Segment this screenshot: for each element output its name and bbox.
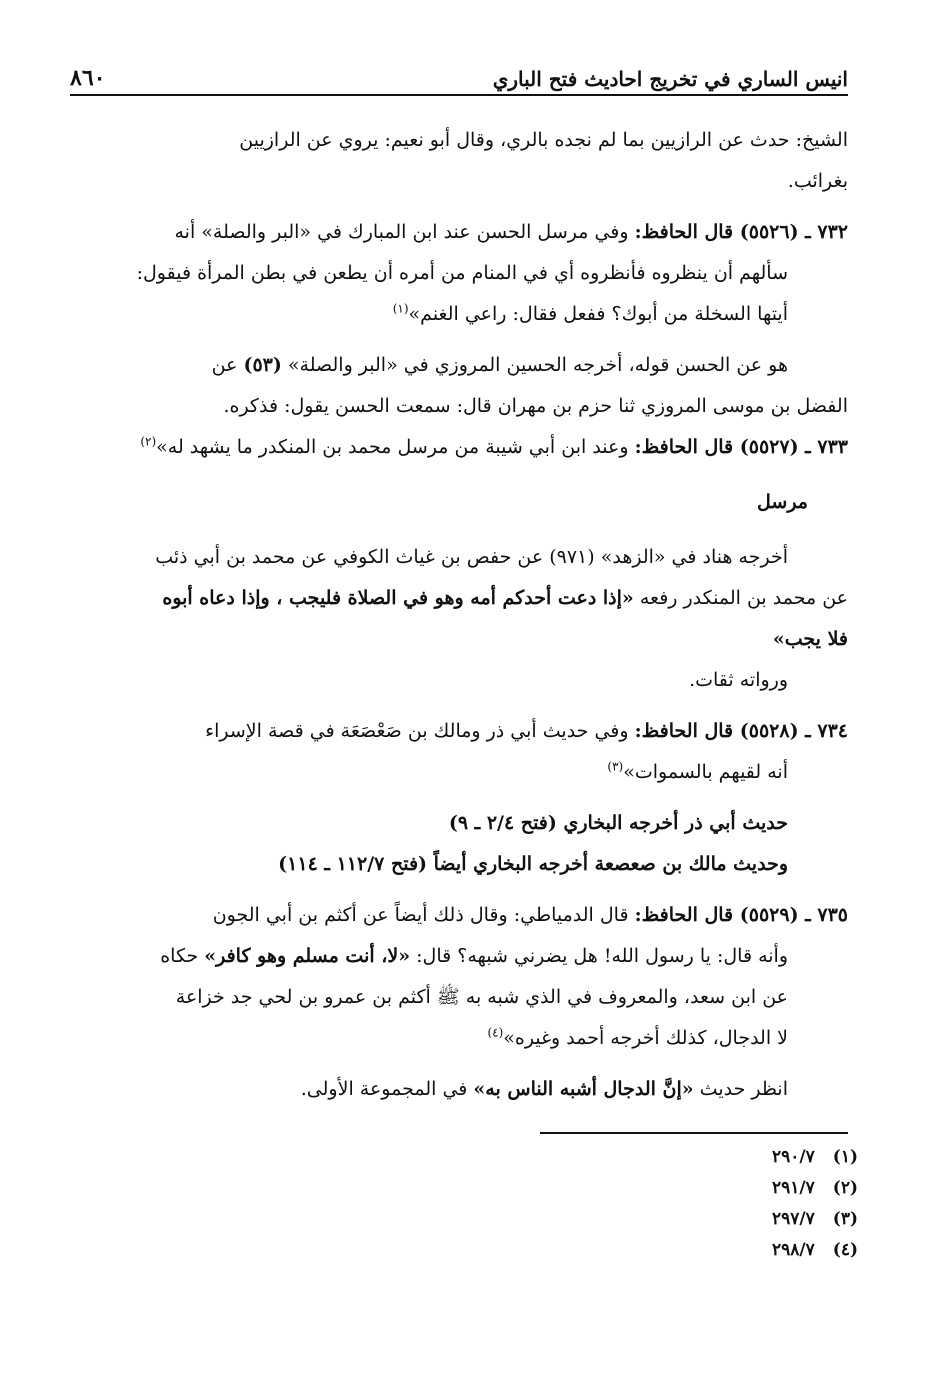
section-label: مرسل [757,491,808,513]
footnote-item [772,1204,858,1235]
commentary-line: وحديث مالك بن صعصعة أخرجه البخاري أيضاً (فتح ١١٢/٧ ـ ١١٤) [278,853,788,875]
entry-quote-line: عن ابن سعد، والمعروف في الذي شبه به ﷺ أكثم بن عمرو بن لحي جد خزاعة [175,986,788,1008]
intro-line: بغرائب. [787,170,848,192]
entry-quote: أنه لقيهم بالسموات» [623,761,788,783]
commentary-line [78,578,848,619]
entry-quote: قال الدمياطي: وقال ذلك أيضاً عن أكثم بن أبي الجون [212,904,629,926]
footnote-mark: (٣) [607,759,624,774]
footnote-mark: (١) [392,301,409,316]
entry-number: ٧٣٥ ـ (٥٥٢٩) قال الحافظ: [634,904,848,926]
footnote-marker: (٢) [832,1178,858,1198]
commentary-number: (٥٣) [243,354,282,376]
commentary-line [78,1069,848,1110]
entry-732-heading [78,212,848,253]
footnote-text: ٢٩٧/٧ [772,1209,815,1229]
hadith-text: «إذا دعت أحدكم أمه وهو في الصلاة فليجب ، وإذا دعاه أبوه [162,587,634,609]
entry-number: ٧٣٤ ـ (٥٥٢٨) قال الحافظ: [634,720,848,742]
page-header [70,62,848,96]
footnote-mark: (٤) [487,1025,504,1040]
page-number: ٨٦٠ [70,65,106,91]
commentary-text: في المجموعة الأولى. [300,1078,468,1100]
footnote-marker: (٤) [832,1240,858,1260]
commentary-text: عن [211,354,238,376]
entry-734-heading [78,711,848,752]
entry-quote-line [78,752,848,793]
entry-735-heading [78,895,848,936]
commentary-line [78,345,848,386]
hadith-text: فلا يجب» [772,628,848,650]
body-text [78,120,848,1110]
footnote-text: ٢٩١/٧ [772,1178,815,1198]
footnote-text: ٢٩٠/٧ [772,1147,815,1167]
commentary-line: حديث أبي ذر أخرجه البخاري (فتح ٢/٤ ـ ٩) [448,812,788,834]
entry-number: ٧٣٢ ـ (٥٥٢٦) قال الحافظ: [634,221,848,243]
footnote-item [772,1142,858,1173]
hadith-text: «لا، أنت مسلم وهو كافر» [204,945,411,967]
footnote-item [772,1235,858,1266]
footnote-text: ٢٩٨/٧ [772,1240,815,1260]
commentary-line: ورواته ثقات. [689,669,788,691]
hadith-text: «إنَّ الدجال أشبه الناس به» [473,1078,694,1100]
entry-number: ٧٣٣ ـ (٥٥٢٧) قال الحافظ: [634,436,848,458]
entry-quote: لا الدجال، كذلك أخرجه أحمد وغيره» [503,1027,788,1049]
entry-quote: وفي حديث أبي ذر ومالك بن صَعْصَعَة في قصة الإسراء [205,720,629,742]
commentary-text: عن محمد بن المنكدر رفعه [639,587,848,609]
entry-733-heading [78,427,848,468]
commentary-text: انظر حديث [699,1078,788,1100]
footnote-item [772,1173,858,1204]
entry-quote-line [78,1018,848,1059]
entry-quote: وأنه قال: يا رسول الله! هل يضرني شبهه؟ قال: [416,945,788,967]
commentary-line: أخرجه هناد في «الزهد» (٩٧١) عن حفص بن غياث الكوفي عن محمد بن أبي ذئب [155,546,788,568]
entry-quote: حكاه [160,945,199,967]
intro-line: الشيخ: حدث عن الرازيين بما لم نجده بالري، وقال أبو نعيم: يروي عن الرازيين [239,129,848,151]
entry-quote: وفي مرسل الحسن عند ابن المبارك في «البر والصلة» أنه [174,221,629,243]
footnote-marker: (١) [832,1147,858,1167]
entry-quote-line [78,294,848,335]
footnote-marker: (٣) [832,1209,858,1229]
commentary-line: الفضل بن موسى المروزي ثنا حزم بن مهران قال: سمعت الحسن يقول: فذكره. [223,395,848,417]
running-title: انيس الساري في تخريج احاديث فتح الباري [492,67,848,91]
footnotes [772,1142,858,1266]
commentary-text: هو عن الحسن قوله، أخرجه الحسين المروزي في «البر والصلة» [287,354,788,376]
footnote-divider [540,1132,848,1134]
entry-quote: وعند ابن أبي شيبة من مرسل محمد بن المنكدر ما يشهد له» [156,436,629,458]
footnote-mark: (٢) [140,434,157,449]
entry-quote-line: سألهم أن ينظروه فأنظروه أي في المنام من أمره أن يطعن في بطن المرأة فيقول: [136,262,788,284]
entry-quote: أيتها السخلة من أبوك؟ ففعل فقال: راعي الغنم» [408,303,788,325]
entry-quote-line [78,936,848,977]
